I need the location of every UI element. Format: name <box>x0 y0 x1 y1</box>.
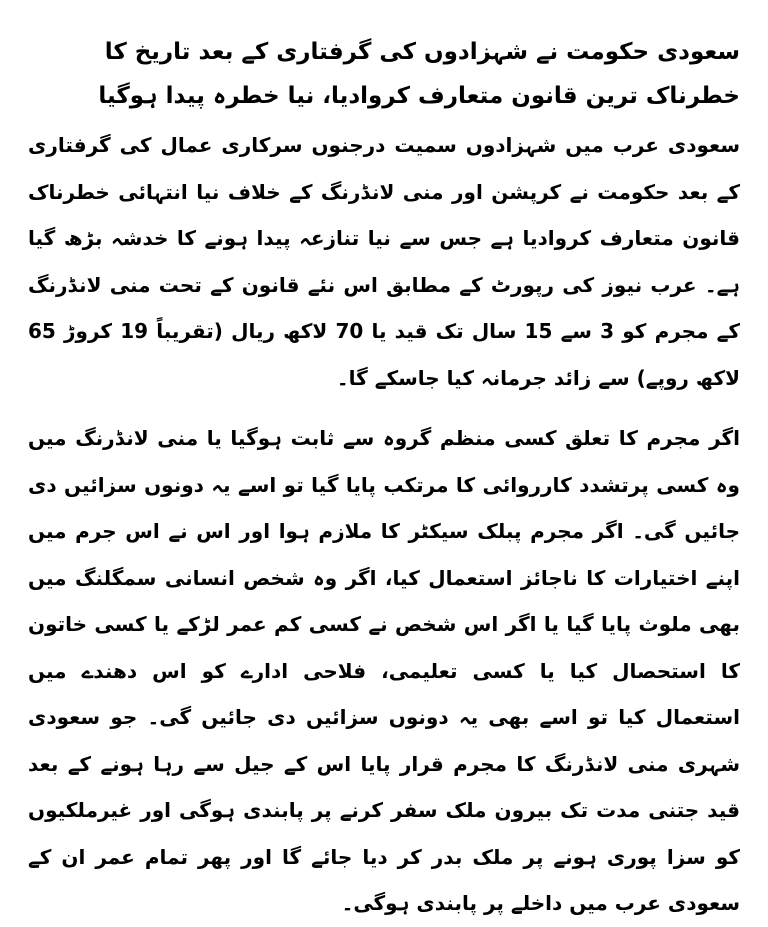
paragraph: سعودی عرب میں شہزادوں سمیت درجنوں سرکاری عمال کی گرفتاری کے بعد حکومت نے کرپشن اور منی لانڈرنگ کے خلاف نیا انتہائی خطرناک قانون متعارف کروادیا ہے جس سے نیا تنازعہ پیدا ہونے کا خدشہ بڑھ گیا ہے۔ عرب نیوز کی رپورٹ کے مطابق اس نئے قانون کے تحت منی لانڈرنگ کے مجرم کو 3 سے 15 سال تک قید یا 70 لاکھ ریال (تقریباً 19 کروڑ 65 لاکھ روپے) سے زائد جرمانہ کیا جاسکے گا۔ <box>28 133 741 390</box>
headline: سعودی حکومت نے شہزادوں کی گرفتاری کے بعد تاریخ کا خطرناک ترین قانون متعارف کروادیا، نیا خطرہ پیدا ہوگیا <box>98 39 740 109</box>
paragraph: اگر مجرم کا تعلق کسی منظم گروہ سے ثابت ہوگیا یا منی لانڈرنگ میں وہ کسی پرتشدد کارروائی کا مرتکب پایا گیا تو اسے یہ دونوں سزائیں دی جائیں گی۔ اگر مجرم پبلک سیکٹر کا ملازم ہوا اور اس نے اس جرم میں اپنے اختیارات کا ناجائز استعمال کیا، اگر وہ شخص انسانی سمگلنگ میں بھی ملوث پایا گیا یا اگر اس شخص نے کسی کم عمر لڑکے یا کسی خاتون کا استحصال کیا یا کسی تعلیمی، فلاحی ادارے کو اس دھندے میں استعمال کیا تو اسے بھی یہ دونوں سزائیں دی جائیں گی۔ جو سعودی شہری منی لانڈرنگ کا مجرم قرار پایا اس کے جیل سے رہا ہونے کے بعد قید جتنی مدت تک بیرون ملک سفر کرنے پر پابندی ہوگی اور غیرملکیوں کو سزا پوری ہونے پر ملک بدر کر دیا جائے گا اور پھر تمام عمر ان کے سعودی عرب میں داخلے پر پابندی ہوگی۔ <box>28 426 740 915</box>
